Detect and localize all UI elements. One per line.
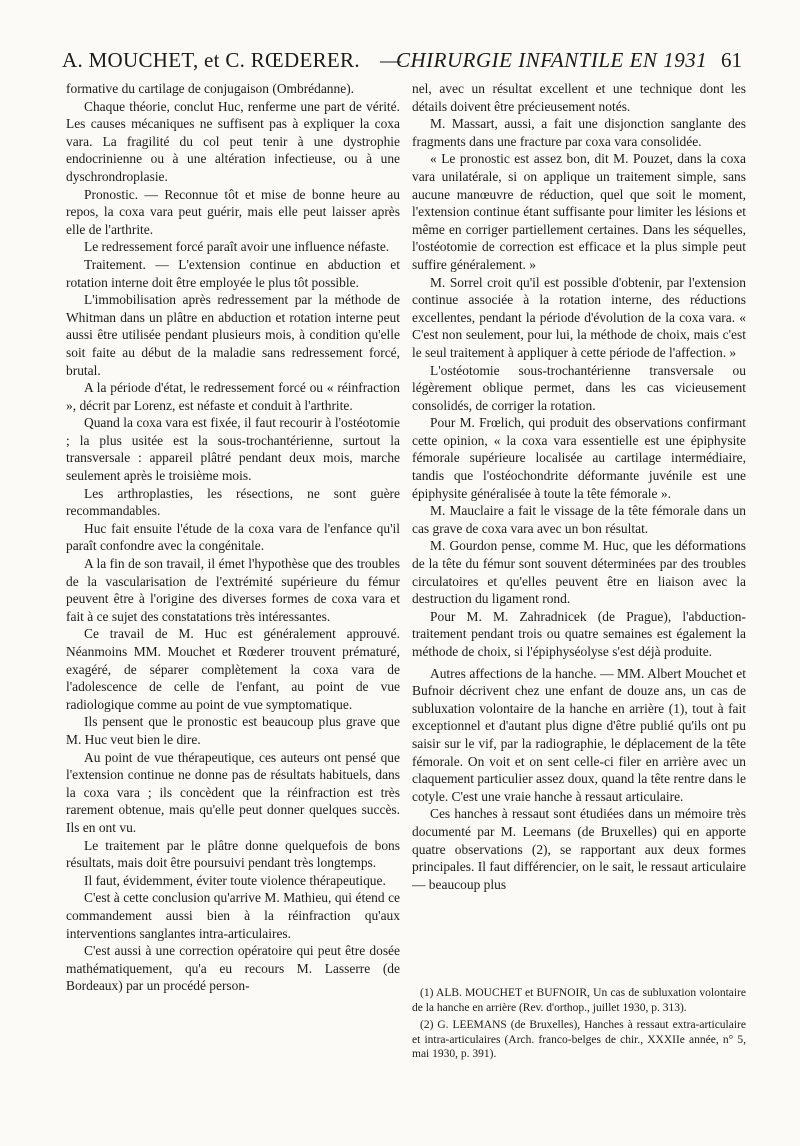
- paragraph: formative du cartilage de conjugaison (Ombrédanne).: [66, 81, 355, 96]
- paragraph: M. Mauclaire a fait le vissage de la tête fémorale dans un cas grave de coxa vara avec un bon résultat.: [412, 503, 746, 536]
- paragraph: L'immobilisation après redressement par la méthode de Whitman dans un plâtre en abduction et rotation interne peut aussi être utilisée pendant plusieurs mois, à condition qu'elle soit faite au début de la maladie sans redressement forcé, brutal.: [66, 292, 400, 378]
- paragraph: A la période d'état, le redressement forcé ou « réinfraction », décrit par Lorenz, est néfaste et conduit à l'arthrite.: [66, 380, 400, 413]
- paragraph-autres-affections: Autres affections de la hanche. — MM. Albert Mouchet et Bufnoir décrivent chez une enfant de douze ans, un cas de subluxation volontaire de la hanche en arrière (1), tout à fait exceptionnel et d'autant plus digne d'être publié qu'ils ont pu saisir sur le vif, par la radiographie, le déplacement de la tête fémorale. On voit et on sent celle-ci filer en arrière avec un claquement particulier assez doux, quand la tête rentre dans le cotyle. C'est une vraie hanche à ressaut articulaire.: [412, 665, 746, 804]
- paragraph: Quand la coxa vara est fixée, il faut recourir à l'ostéotomie ; la plus usitée est la sous-trochantérienne, surtout la transversale : appareil plâtré pendant deux mois, marche seulement après le troisième mois.: [66, 415, 400, 484]
- footnotes: [412, 986, 746, 1065]
- paragraph: M. Gourdon pense, comme M. Huc, que les déformations de la tête du fémur sont souvent déterminées par des troubles circulatoires et qu'elles peuvent être en liaison avec la destruction du ligament rond.: [412, 538, 746, 607]
- paragraph: Ils pensent que le pronostic est beaucoup plus grave que M. Huc veut bien le dire.: [66, 714, 400, 747]
- paragraph: M. Sorrel croit qu'il est possible d'obtenir, par l'extension continue associée à la rotation interne, des réductions excellentes, pendant la période d'évolution de la coxa vara. « C'est non seulement, pour lui, la méthode de choix, mais c'est le seul traitement à appliquer à cette période de l'affection. »: [412, 274, 746, 360]
- paragraph: C'est à cette conclusion qu'arrive M. Mathieu, qui étend ce commandement aussi bien à la réinfraction qu'aux interventions sanglantes intra-articulaires.: [66, 890, 400, 941]
- paragraph: L'ostéotomie sous-trochantérienne transversale ou légèrement oblique permet, dans les cas vicieusement consolidés, de corriger la rotation.: [412, 362, 746, 413]
- right-column: [412, 80, 746, 893]
- header-separator: —: [380, 48, 401, 72]
- header-authors: A. MOUCHET, et C. RŒDERER.: [62, 48, 360, 72]
- paragraph: A la fin de son travail, il émet l'hypothèse que des troubles de la vascularisation de l'extrémité supérieure du fémur peuvent être à l'origine des diverses formes de coxa vara et fait à ce sujet des constatations très intéressantes.: [66, 556, 400, 624]
- paragraph: Ce travail de M. Huc est généralement approuvé. Néanmoins MM. Mouchet et Rœderer trouvent prématuré, exagéré, de séparer complètement la coxa vara de l'adolescence de celle de l'enfant, au point de vue radiologique comme au point de vue symptomatique.: [66, 626, 400, 712]
- paragraph: « Le pronostic est assez bon, dit M. Pouzet, dans la coxa vara unilatérale, si on applique un traitement simple, sans aucune manœuvre de réduction, quel que soit le moment, l'extension continue étant suffisante pour limiter les lésions et même en corriger partiellement certaines. Dans les séquelles, l'ostéotomie de correction est efficace et la plus simple peut suffire généralement. »: [412, 151, 746, 272]
- paragraph: C'est aussi à une correction opératoire qui peut être dosée mathématiquement, qu'a eu recours M. Lasserre (de Bordeaux) par un procédé person-: [66, 943, 400, 994]
- footnote-1: (1) ALB. MOUCHET et BUFNOIR, Un cas de subluxation volontaire de la hanche en arrière (Rev. d'orthop., juillet 1930, p. 313).: [412, 987, 746, 1014]
- header-title: CHIRURGIE INFANTILE EN 1931: [396, 48, 708, 72]
- paragraph: Huc fait ensuite l'étude de la coxa vara de l'enfance qu'il paraît confondre avec la congénitale.: [66, 520, 400, 554]
- paragraph-pronostic: Pronostic. — Reconnue tôt et mise de bonne heure au repos, la coxa vara peut guérir, mais elle peut laisser après elle de l'arthrite.: [66, 186, 400, 237]
- left-column: [66, 80, 400, 995]
- paragraph: Pour M. M. Zahradnicek (de Prague), l'abduction-traitement pendant trois ou quatre semaines est également la méthode de choix, si l'épiphyséolyse s'est déjà produite.: [412, 608, 746, 659]
- footnote-2: (2) G. LEEMANS (de Bruxelles), Hanches à ressaut extra-articulaire et intra-articulaires (Arch. franco-belges de chir., XXXIIe année, n° 5, mai 1930, p. 391).: [412, 1019, 746, 1060]
- paragraph: Ces hanches à ressaut sont étudiées dans un mémoire très documenté par M. Leemans (de Bruxelles) qui en apporte quatre observations (2), se rapportant aux deux formes principales. Il faut différencier, on le sait, le ressaut articulaire — beaucoup plus: [412, 806, 746, 892]
- paragraph: nel, avec un résultat excellent et une technique dont les détails doivent être précieusement notés.: [412, 81, 746, 114]
- paragraph: Pour M. Frœlich, qui produit des observations confirmant cette opinion, « la coxa vara essentielle est une épiphysite fémorale supérieure localisée au cartilage intermédiaire, tandis que l'ostéochondrite déformante juvénile est une épiphysite généralisée à toute la tête fémorale ».: [412, 415, 746, 501]
- paragraph: M. Massart, aussi, a fait une disjonction sanglante des fragments dans une fracture par coxa vara consolidée.: [412, 116, 746, 149]
- paragraph: Chaque théorie, conclut Huc, renferme une part de vérité. Les causes mécaniques ne suffisent pas à expliquer la coxa vara. La fragilité du col peut tenir à une dystrophie endocrinienne ou à une altération infectieuse, ou à une dyschrondroplasie.: [66, 98, 400, 184]
- paragraph: Au point de vue thérapeutique, ces auteurs ont pensé que l'extension continue ne donne pas de résultats habituels, dans la coxa vara ; ils concèdent que la réinfraction est très rarement obtenue, mais qu'elle peut donner quelques succès. Ils en ont vu.: [66, 749, 400, 835]
- page-number: 61: [721, 48, 742, 72]
- paragraph-traitement: Traitement. — L'extension continue en abduction et rotation interne doit être employée le plus tôt possible.: [66, 256, 400, 290]
- paragraph: Les arthroplasties, les résections, ne sont guère recommandables.: [66, 485, 400, 519]
- paragraph: Le redressement forcé paraît avoir une influence néfaste.: [84, 239, 390, 255]
- paragraph: Le traitement par le plâtre donne quelquefois de bons résultats, mais doit être poursuivi pendant très longtemps.: [66, 837, 400, 871]
- running-header: [62, 44, 742, 80]
- paragraph: Il faut, évidemment, éviter toute violence thérapeutique.: [84, 872, 386, 888]
